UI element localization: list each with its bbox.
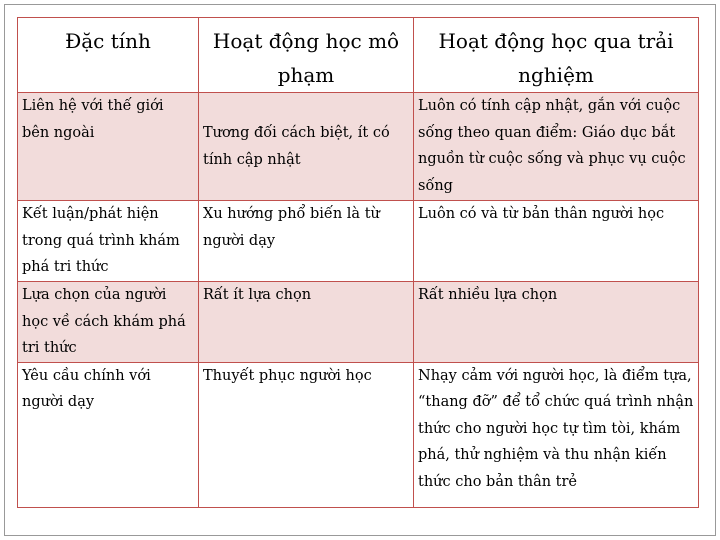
cell-traditional bbox=[199, 201, 414, 282]
cell-text: Kết luận/phát hiện trong quá trình khám phá tri thức bbox=[22, 206, 180, 275]
header-traditional-learning: Hoạt động học mô phạm bbox=[199, 18, 414, 93]
comparison-table bbox=[17, 17, 699, 508]
cell-text: Luôn có và từ bản thân người học bbox=[418, 206, 665, 222]
cell-text: Nhạy cảm với người học, là điểm tựa, “thang đỡ” để tổ chức quá trình nhận thức cho người học tự tìm tòi, khám phá, thử nghiệm và thu nhận kiến thức cho bản thân trẻ bbox=[418, 367, 694, 490]
cell-characteristic bbox=[18, 362, 199, 507]
cell-text: Rất ít lựa chọn bbox=[203, 287, 312, 303]
table-row bbox=[18, 93, 699, 201]
table-row bbox=[18, 201, 699, 282]
cell-text: Liên hệ với thế giới bên ngoài bbox=[22, 98, 164, 141]
cell-text: Thuyết phục người học bbox=[203, 367, 372, 384]
cell-experiential bbox=[414, 282, 699, 363]
cell-text: Luôn có tính cập nhật, gắn với cuộc sống theo quan điểm: Giáo dục bắt nguồn từ cuộc sống và phục vụ cuộc sống bbox=[418, 98, 686, 194]
cell-traditional bbox=[199, 362, 414, 507]
cell-text: Yêu cầu chính với người dạy bbox=[22, 367, 151, 410]
cell-text: Rất nhiều lựa chọn bbox=[418, 287, 558, 303]
cell-text: Xu hướng phổ biến là từ người dạy bbox=[203, 206, 380, 249]
cell-text: Tương đối cách biệt, ít có tính cập nhật bbox=[203, 125, 390, 168]
cell-characteristic bbox=[18, 93, 199, 201]
cell-traditional bbox=[199, 93, 414, 201]
header-characteristic: Đặc tính bbox=[18, 18, 199, 93]
cell-characteristic bbox=[18, 282, 199, 363]
cell-characteristic bbox=[18, 201, 199, 282]
cell-experiential bbox=[414, 362, 699, 507]
cell-text: Lựa chọn của người học về cách khám phá tri thức bbox=[22, 287, 186, 356]
table-row bbox=[18, 282, 699, 363]
cell-experiential bbox=[414, 93, 699, 201]
cell-experiential bbox=[414, 201, 699, 282]
table-header-row bbox=[18, 18, 699, 93]
cell-traditional bbox=[199, 282, 414, 363]
header-experiential-learning: Hoạt động học qua trải nghiệm bbox=[414, 18, 699, 93]
table-row bbox=[18, 362, 699, 507]
